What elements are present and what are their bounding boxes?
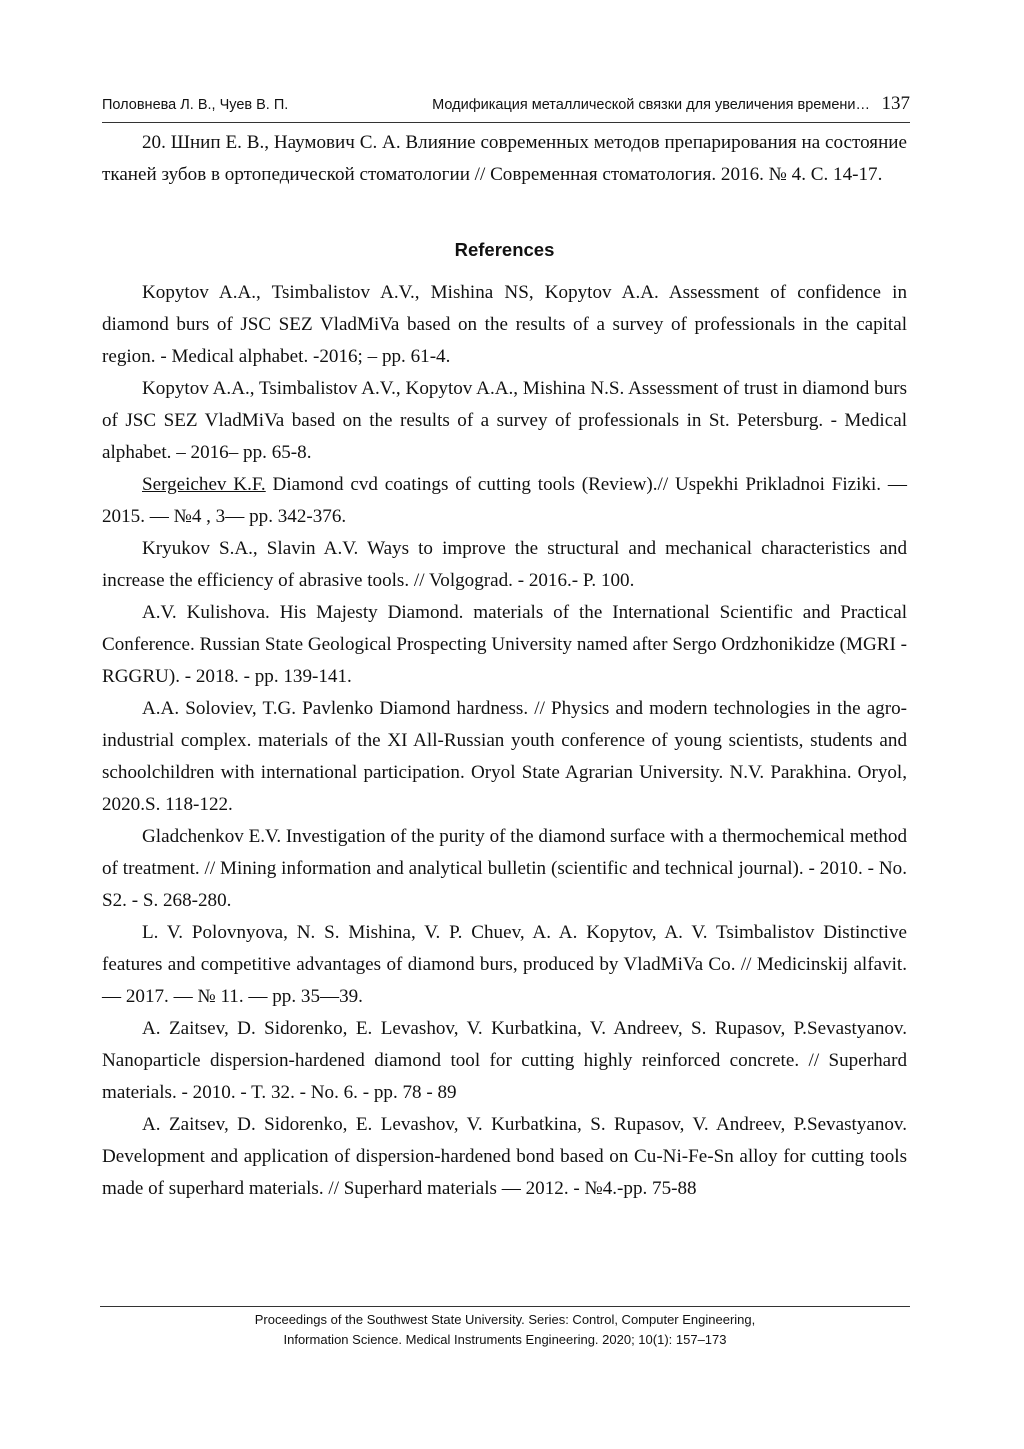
reference-entry	[102, 277, 907, 373]
reference-entry	[102, 373, 907, 469]
body-text	[102, 127, 907, 1205]
reference-entry	[102, 1109, 907, 1205]
reference-text: L. V. Polovnyova, N. S. Mishina, V. P. Chuev, A. A. Kopytov, A. V. Tsimbalistov Distinctive features and competitive advantages of diamond burs, produced by VladMiVa Co. // Medicinskij alfavit. — 2017. — № 11. — pp. 35—39.	[102, 922, 907, 1007]
reference-entry	[102, 1013, 907, 1109]
running-head	[102, 93, 910, 119]
footer-divider	[100, 1306, 910, 1307]
reference-entry-20: 20. Шнип Е. В., Наумович С. А. Влияние современных методов препарирования на состояние тканей зубов в ортопедической стоматологии // Современная стоматология. 2016. № 4. С. 14-17.	[102, 132, 907, 185]
reference-text: Kopytov A.A., Tsimbalistov A.V., Kopytov A.A., Mishina N.S. Assessment of trust in diamond burs of JSC SEZ VladMiVa based on the results of a survey of professionals in St. Petersburg. - Medical alphabet. – 2016– pp. 65-8.	[102, 378, 907, 463]
reference-text: A. Zaitsev, D. Sidorenko, E. Levashov, V. Kurbatkina, V. Andreev, S. Rupasov, P.Sevastyanov. Nanoparticle dispersion-hardened diamond tool for cutting highly reinforced concrete. // Superhard materials. - 2010. - T. 32. - No. 6. - pp. 78 - 89	[102, 1018, 907, 1103]
reference-entry	[102, 821, 907, 917]
reference-text: A.V. Kulishova. His Majesty Diamond. materials of the International Scientific and Practical Conference. Russian State Geological Prospecting University named after Sergo Ordzhonikidze (MGRI - RGGRU). - 2018. - pp. 139-141.	[102, 602, 907, 687]
references-heading: References	[454, 239, 555, 260]
reference-entry	[102, 533, 907, 597]
reference-text: A.A. Soloviev, T.G. Pavlenko Diamond hardness. // Physics and modern technologies in the agro-industrial complex. materials of the XI All-Russian youth conference of young scientists, students and schoolchildren with international participation. Oryol State Agrarian University. N.V. Parakhina. Oryol, 2020.S. 118-122.	[102, 698, 907, 815]
footer	[100, 1310, 910, 1350]
reference-text: Kopytov A.A., Tsimbalistov A.V., Mishina NS, Kopytov A.A. Assessment of confidence in diamond burs of JSC SEZ VladMiVa based on the results of a survey of professionals in the capital region. - Medical alphabet. -2016; – pp. 61-4.	[102, 282, 907, 367]
reference-entry	[102, 597, 907, 693]
references-list	[102, 277, 907, 1205]
reference-entry	[102, 469, 907, 533]
reference-text: A. Zaitsev, D. Sidorenko, E. Levashov, V. Kurbatkina, S. Rupasov, V. Andreev, P.Sevastyanov. Development and application of dispersion-hardened bond based on Cu-Ni-Fe-Sn alloy for cutting tools made of superhard materials. // Superhard materials — 2012. - №4.-pp. 75-88	[102, 1114, 907, 1199]
reference-author-link[interactable]: Sergeichev K.F.	[142, 474, 266, 495]
header-divider	[102, 122, 910, 123]
running-head-title: Модификация металлической связки для увеличения времени…	[432, 97, 870, 113]
footer-line-2: Information Science. Medical Instruments Engineering. 2020; 10(1): 157–173	[283, 1332, 727, 1347]
footer-line-1: Proceedings of the Southwest State University. Series: Control, Computer Engineering,	[254, 1312, 756, 1327]
running-head-authors: Половнева Л. В., Чуев В. П.	[102, 97, 289, 113]
reference-text: Kryukov S.A., Slavin A.V. Ways to improve the structural and mechanical characteristics and increase the efficiency of abrasive tools. // Volgograd. - 2016.- P. 100.	[102, 538, 907, 591]
reference-text: Diamond cvd coatings of cutting tools (Review).// Uspekhi Prikladnoi Fiziki. — 2015. — №4 , 3— pp. 342-376.	[102, 474, 907, 527]
reference-entry	[102, 693, 907, 821]
reference-text: Gladchenkov E.V. Investigation of the purity of the diamond surface with a thermochemical method of treatment. // Mining information and analytical bulletin (scientific and technical journal). - 2010. - No. S2. - S. 268-280.	[102, 826, 907, 911]
reference-entry	[102, 917, 907, 1013]
page-number: 137	[881, 93, 910, 114]
